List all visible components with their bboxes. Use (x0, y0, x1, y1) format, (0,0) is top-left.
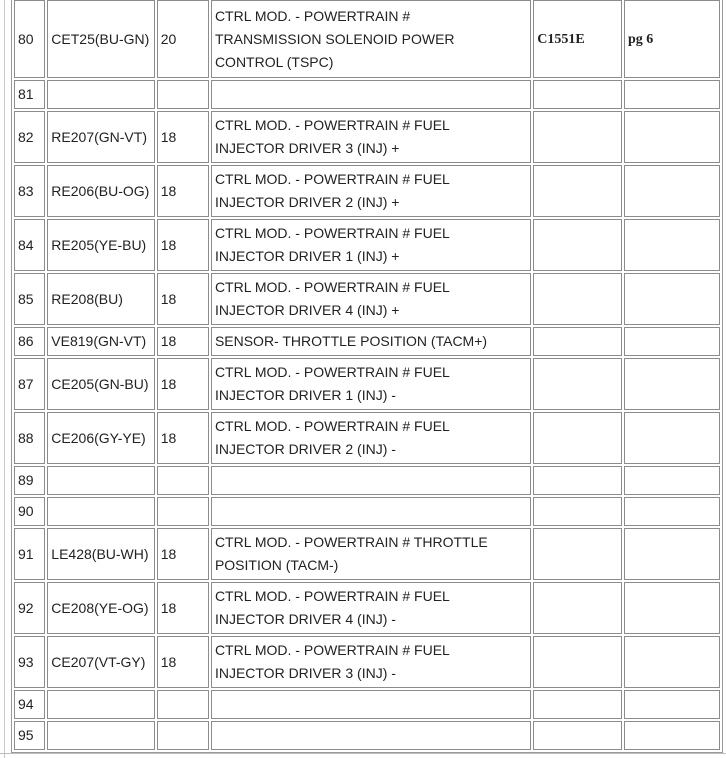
function-line: CONTROL (TSPC) (214, 53, 334, 70)
gauge-cell: 18 (157, 273, 209, 325)
pin-cell: 80 (14, 0, 45, 78)
gauge-cell: 18 (157, 111, 209, 163)
page-note (624, 412, 720, 464)
gauge-cell (157, 690, 209, 719)
function-cell (211, 111, 531, 163)
pin-cell: 87 (14, 358, 45, 410)
connector-note (533, 690, 622, 719)
connector-note (533, 219, 622, 271)
function-cell (211, 528, 531, 580)
circuit-cell: CE206(GY-YE) (47, 412, 154, 464)
function-line: INJECTOR DRIVER 3 (INJ) - (214, 665, 396, 681)
page-note (624, 111, 720, 163)
circuit-cell: CE208(YE-OG) (47, 582, 154, 634)
connector-note (533, 466, 622, 495)
function-line: CTRL MOD. - POWERTRAIN # FUEL (214, 117, 450, 133)
gauge-cell: 18 (157, 636, 209, 688)
gauge-cell (157, 80, 209, 109)
circuit-cell: CE205(GN-BU) (47, 358, 154, 410)
table-row (14, 111, 720, 163)
page-note (624, 582, 720, 634)
function-cell (211, 0, 531, 78)
function-line: CTRL MOD. - POWERTRAIN # FUEL (214, 588, 450, 604)
pin-cell: 81 (14, 80, 45, 109)
pinout-table-body (14, 0, 720, 750)
pin-cell: 90 (14, 497, 45, 526)
gauge-cell: 18 (157, 358, 209, 410)
table-row (14, 412, 720, 464)
table-row (14, 358, 720, 410)
function-line: CTRL MOD. - POWERTRAIN # THROTTLE (214, 534, 488, 550)
pin-cell: 94 (14, 690, 45, 719)
table-row (14, 327, 720, 356)
gauge-cell: 18 (157, 327, 209, 356)
pin-cell: 85 (14, 273, 45, 325)
page-note: pg 6 (624, 0, 720, 78)
page-note (624, 80, 720, 109)
connector-note (533, 273, 622, 325)
circuit-cell (47, 690, 154, 719)
function-cell (211, 412, 531, 464)
function-cell (211, 358, 531, 410)
page-note (624, 690, 720, 719)
pin-cell: 92 (14, 582, 45, 634)
bottom-rule (0, 753, 726, 754)
pin-cell: 82 (14, 111, 45, 163)
gauge-cell: 18 (157, 528, 209, 580)
pin-cell: 95 (14, 721, 45, 750)
table-row (14, 528, 720, 580)
pin-cell: 84 (14, 219, 45, 271)
circuit-cell (47, 466, 154, 495)
connector-note (533, 721, 622, 750)
function-cell (211, 582, 531, 634)
function-cell (211, 273, 531, 325)
connector-note (533, 636, 622, 688)
function-cell (211, 165, 531, 217)
circuit-cell: RE208(BU) (47, 273, 154, 325)
function-cell (211, 327, 531, 356)
page-note (624, 327, 720, 356)
function-line: INJECTOR DRIVER 2 (INJ) + (214, 194, 400, 210)
gauge-cell: 18 (157, 165, 209, 217)
connector-note (533, 111, 622, 163)
circuit-cell: LE428(BU-WH) (47, 528, 154, 580)
function-line: CTRL MOD. - POWERTRAIN # FUEL (214, 171, 450, 187)
connector-note (533, 80, 622, 109)
gauge-cell (157, 497, 209, 526)
function-line: INJECTOR DRIVER 4 (INJ) + (214, 302, 400, 318)
pinout-table (11, 0, 723, 753)
pin-cell: 83 (14, 165, 45, 217)
gauge-cell (157, 466, 209, 495)
function-line: CTRL MOD. - POWERTRAIN # FUEL (214, 225, 450, 241)
function-cell (211, 466, 531, 495)
function-line: INJECTOR DRIVER 1 (INJ) - (214, 387, 396, 403)
circuit-cell: RE206(BU-OG) (47, 165, 154, 217)
pin-cell: 88 (14, 412, 45, 464)
table-row (14, 582, 720, 634)
page-note (624, 466, 720, 495)
connector-note (533, 358, 622, 410)
circuit-cell (47, 497, 154, 526)
function-cell (211, 636, 531, 688)
function-cell (211, 721, 531, 750)
gauge-cell: 18 (157, 582, 209, 634)
function-line: CTRL MOD. - POWERTRAIN # FUEL (214, 279, 450, 295)
circuit-cell: CE207(VT-GY) (47, 636, 154, 688)
table-row (14, 690, 720, 719)
function-line: INJECTOR DRIVER 2 (INJ) - (214, 441, 396, 457)
gauge-cell: 18 (157, 412, 209, 464)
table-row (14, 0, 720, 78)
gauge-cell: 18 (157, 219, 209, 271)
pin-cell: 86 (14, 327, 45, 356)
page-note (624, 497, 720, 526)
page-note (624, 219, 720, 271)
gauge-cell (157, 721, 209, 750)
connector-note (533, 165, 622, 217)
function-line: TRANSMISSION SOLENOID POWER (214, 30, 455, 47)
table-row (14, 273, 720, 325)
page-note (624, 273, 720, 325)
table-row (14, 80, 720, 109)
function-line: CTRL MOD. - POWERTRAIN # (214, 7, 411, 24)
function-line: CTRL MOD. - POWERTRAIN # FUEL (214, 642, 450, 658)
function-line: POSITION (TACM-) (214, 557, 339, 573)
function-line: CTRL MOD. - POWERTRAIN # FUEL (214, 418, 450, 434)
table-row (14, 721, 720, 750)
circuit-cell: VE819(GN-VT) (47, 327, 154, 356)
connector-note (533, 528, 622, 580)
table-row (14, 497, 720, 526)
page-note (624, 721, 720, 750)
function-cell (211, 219, 531, 271)
circuit-cell (47, 80, 154, 109)
connector-note (533, 497, 622, 526)
function-cell (211, 690, 531, 719)
circuit-cell (47, 721, 154, 750)
gauge-cell: 20 (157, 0, 209, 78)
pin-cell: 93 (14, 636, 45, 688)
function-line: CTRL MOD. - POWERTRAIN # FUEL (214, 364, 450, 380)
page-note (624, 528, 720, 580)
function-cell (211, 497, 531, 526)
connector-note: C1551E (533, 0, 622, 78)
left-rule (4, 0, 5, 758)
function-line: INJECTOR DRIVER 3 (INJ) + (214, 140, 400, 156)
function-cell (211, 80, 531, 109)
table-row (14, 219, 720, 271)
table-row (14, 165, 720, 217)
connector-note (533, 412, 622, 464)
function-line: INJECTOR DRIVER 4 (INJ) - (214, 611, 396, 627)
circuit-cell: RE205(YE-BU) (47, 219, 154, 271)
circuit-cell: RE207(GN-VT) (47, 111, 154, 163)
table-row (14, 636, 720, 688)
function-line: SENSOR- THROTTLE POSITION (TACM+) (214, 333, 488, 349)
pin-cell: 89 (14, 466, 45, 495)
function-line: INJECTOR DRIVER 1 (INJ) + (214, 248, 400, 264)
table-row (14, 466, 720, 495)
connector-note (533, 582, 622, 634)
pin-cell: 91 (14, 528, 45, 580)
circuit-cell: CET25(BU-GN) (47, 0, 154, 78)
page-note (624, 636, 720, 688)
connector-note (533, 327, 622, 356)
page-note (624, 358, 720, 410)
page-note (624, 165, 720, 217)
